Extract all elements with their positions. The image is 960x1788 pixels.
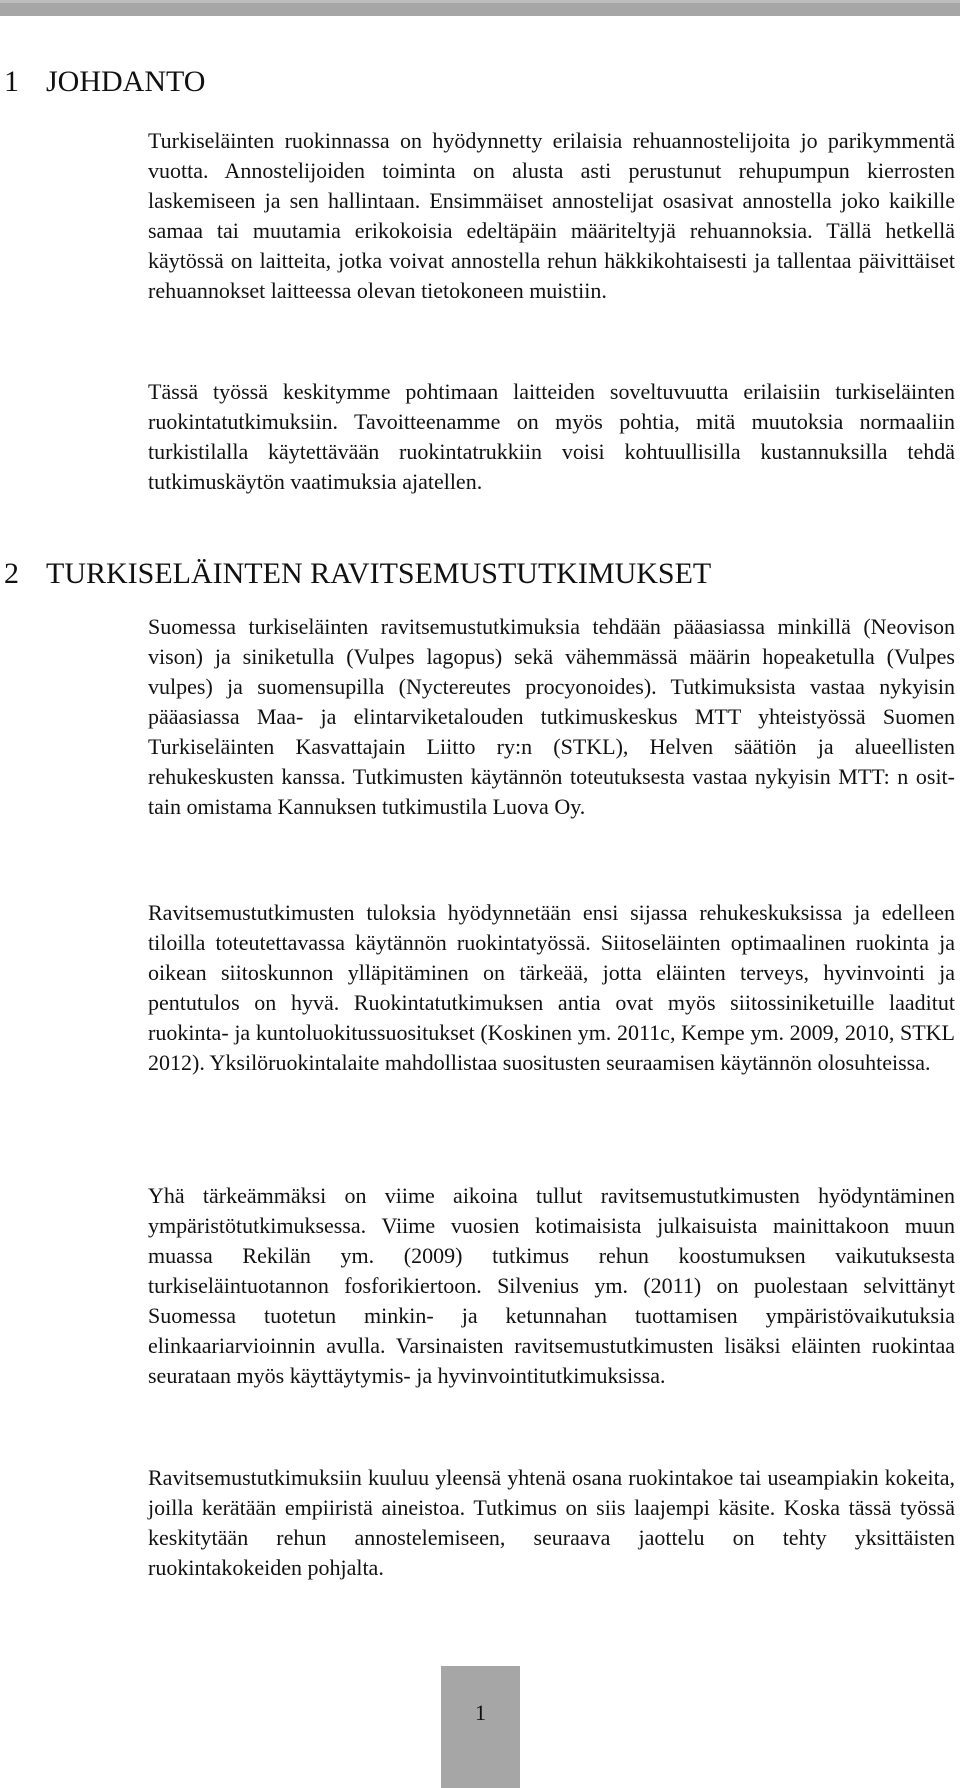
section-number: 2 xyxy=(4,557,19,590)
section-number: 1 xyxy=(4,65,19,98)
header-bar-highlight xyxy=(0,0,960,3)
paragraph: Tässä työssä keskitymme pohtimaan laitteiden soveltuvuutta erilaisiin turkiseläinten ruokintatutkimuksiin. Tavoitteenamme on myös pohtia, mitä muutoksia normaaliin turkistilalla käytettävään ruokintatrukkiin voisi kohtuullisilla kustannuksilla tehdä tutkimuskäytön vaatimuksia ajatellen. xyxy=(148,379,955,494)
page-number: 1 xyxy=(475,1700,486,1725)
section-title: JOHDANTO xyxy=(46,65,206,98)
paragraph: Ravitsemustutkimuksiin kuuluu yleensä yhtenä osana ruokintakoe tai useampiakin kokeita, joilla kerätään empiiristä aineistoa. Tutkimus on siis laajempi käsite. Koska tässä työssä keskitytään rehun annostelemiseen, seuraava jaottelu on tehty yksittäisten ruokintakokeiden pohjalta. xyxy=(148,1465,955,1580)
section-title: TURKISELÄINTEN RAVITSEMUSTUTKIMUKSET xyxy=(46,557,712,590)
paragraph: Yhä tärkeämmäksi on viime aikoina tullut ravitsemustutkimusten hyödyntäminen ympäristötutkimuksessa. Viime vuosien kotimaisista julkaisuista mainittakoon muun muassa Rekilän ym. (2009) tutkimus rehun koostumuksen vaikutuksesta turkiseläintuotannon fosforikiertoon. Silvenius ym. (2011) on puolestaan selvittänyt Suomessa tuotetun minkin- ja ketunnahan tuottamisen ympäristövaikutuksia elinkaariarvioinnin avulla. Varsinaisten ravitsemustutkimusten lisäksi eläinten ruokintaa seurataan myös käyttäytymis- ja hyvinvointitutkimuksissa. xyxy=(148,1183,955,1388)
paragraph: Turkiseläinten ruokinnassa on hyödynnetty erilaisia rehuannostelijoita jo parikymmentä vuotta. Annostelijoiden toiminta on alusta asti perustunut rehupumpun kierrosten laskemiseen ja sen hallintaan. Ensimmäiset annostelijat osasivat annostella joko kaikille samaa tai muutamia erikokoisia edeltäpäin määriteltyjä rehuannoksia. Tällä hetkellä käytössä on laitteita, jotka voivat annostella rehun häkkikohtaisesti ja tallentaa päivittäiset rehuannokset laitteessa olevan tietokoneen muistiin. xyxy=(148,128,955,303)
section-heading-2 xyxy=(4,556,711,592)
page-number-box xyxy=(441,1666,520,1788)
header-bar xyxy=(0,0,960,16)
section-heading-1 xyxy=(4,64,205,100)
paragraph: Suomessa turkiseläinten ravitsemustutkimuksia tehdään pääasiassa minkillä (Neovison vison) ja siniketulla (Vulpes lagopus) sekä vähemmässä määrin hopeaketulla (Vulpes vulpes) ja suomensupilla (Nyctereutes procyonoides). Tutkimuksista vastaa nykyisin pääasiassa Maa- ja elintarviketalouden tutkimuskeskus MTT yhteistyössä Suomen Turkiseläinten Kasvattajain Liitto ry:n (STKL), Helven säätiön ja alueellisten rehukeskusten kanssa. Tutkimusten käytännön toteutuksesta vastaa nykyisin MTT: n osittain omistama Kannuksen tutkimustila Luova Oy. xyxy=(148,614,955,819)
paragraph: Ravitsemustutkimusten tuloksia hyödynnetään ensi sijassa rehukeskuksissa ja edelleen tiloilla toteutettavassa käytännön ruokintatyössä. Siitoseläinten optimaalinen ruokinta ja oikean siitoskunnon ylläpitäminen on tärkeää, jotta eläinten terveys, hyvinvointi ja pentutulos on hyvä. Ruokintatutkimuksen antia ovat myös siitossiniketuille laaditut ruokinta- ja kuntoluokitussuositukset (Koskinen ym. 2011c, Kempe ym. 2009, 2010, STKL 2012). Yksilöruokintalaite mahdollistaa suositusten seuraamisen käytännön olosuhteissa. xyxy=(148,900,955,1075)
